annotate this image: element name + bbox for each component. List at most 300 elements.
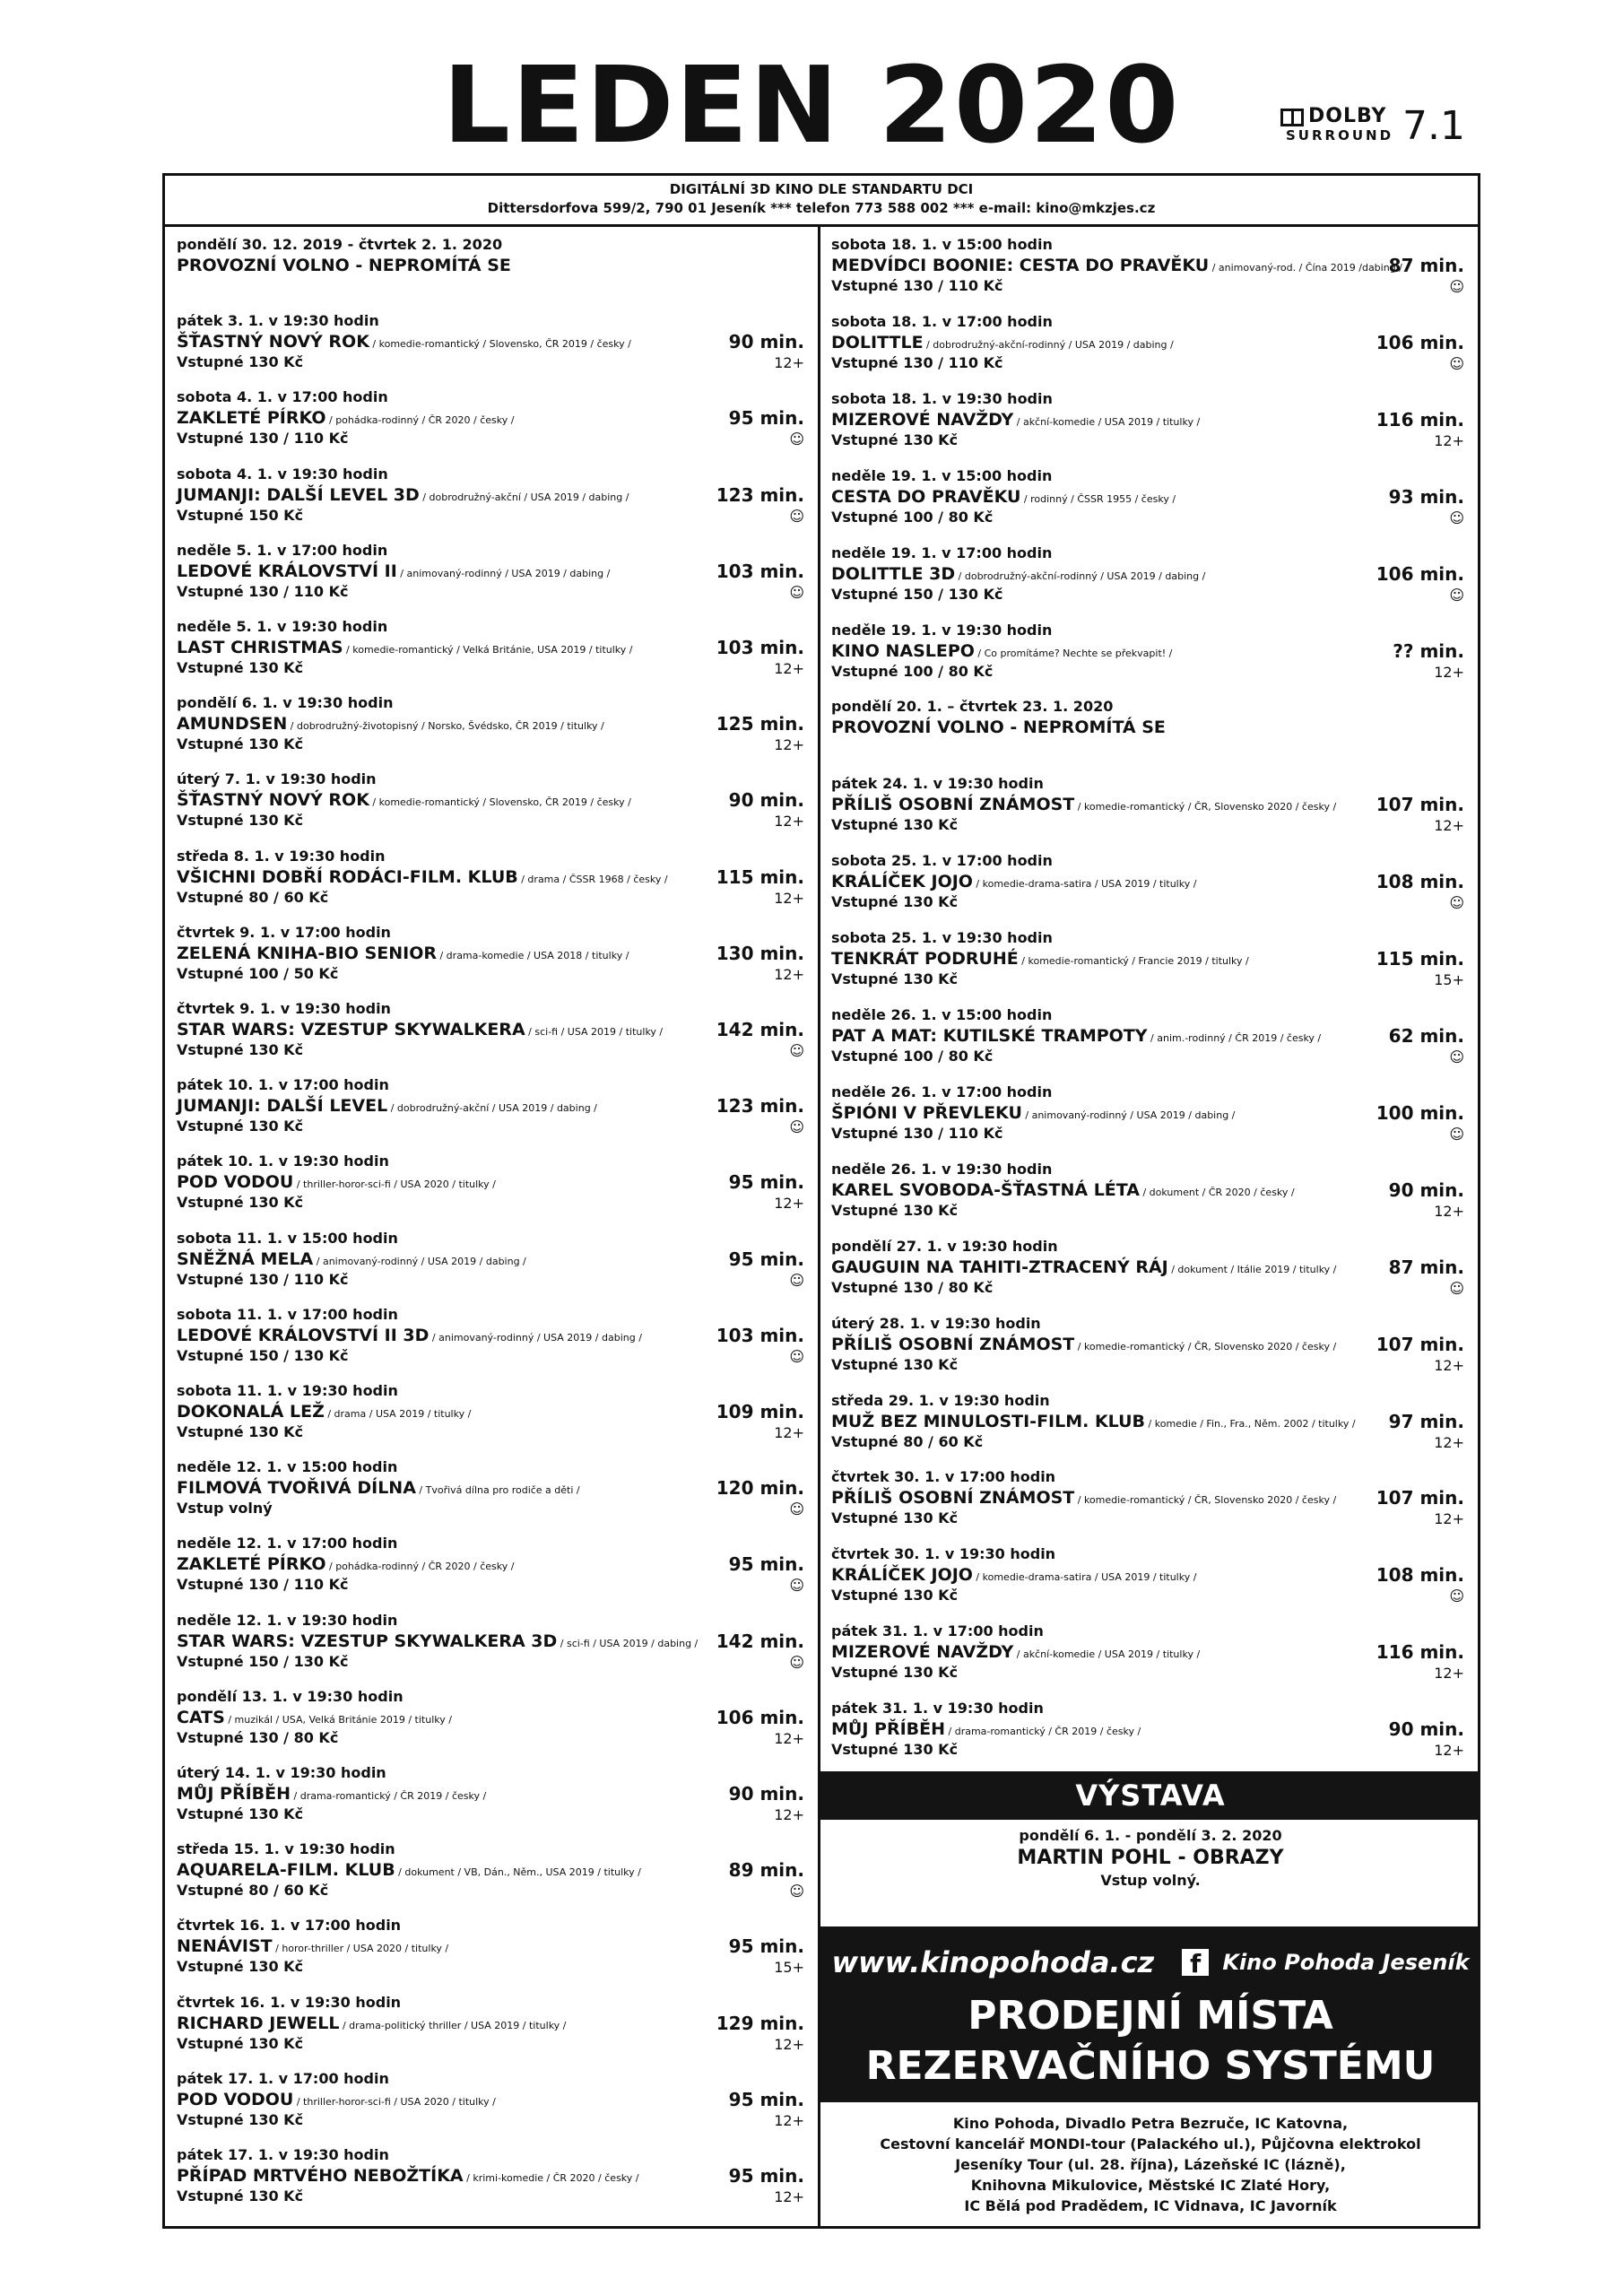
film-details: / sci-fi / USA 2019 / dabing /	[557, 1637, 699, 1649]
program-entry	[177, 2145, 804, 2219]
ticket-price: Vstupné 130 Kč	[177, 659, 304, 676]
age-rating: 12+	[774, 2035, 804, 2053]
film-title: PROVOZNÍ VOLNO - NEPROMÍTÁ SE	[177, 256, 511, 275]
film-duration: 125 min.	[716, 713, 804, 735]
ticket-price: Vstupné 130 Kč	[831, 1355, 959, 1373]
screening-date: pátek 24. 1. v 19:30 hodin	[831, 775, 1044, 793]
age-rating: 12+	[774, 354, 804, 372]
film-title: CESTA DO PRAVĚKU	[831, 486, 1021, 507]
ticket-price: Vstupné 130 Kč	[831, 1741, 959, 1759]
program-entry	[177, 847, 804, 920]
ticket-price: Vstupné 130 Kč	[831, 430, 959, 448]
film-details: / komedie-romantický / Slovensko, ČR 2019 / česky /	[369, 796, 631, 809]
age-rating: ☺	[1449, 894, 1464, 912]
film-title: PŘÍPAD MRTVÉHO NEBOŽTÍKA	[177, 2166, 464, 2186]
ticket-price: Vstupné 130 Kč	[831, 1509, 959, 1527]
film-duration: 107 min.	[1376, 1487, 1464, 1509]
film-title-line	[177, 1783, 679, 1807]
film-title-line	[831, 1102, 1333, 1126]
film-details: / krimi-komedie / ČR 2020 / česky /	[463, 2172, 639, 2184]
film-duration: 93 min.	[1388, 485, 1464, 508]
ticket-price: Vstupné 150 / 130 Kč	[831, 585, 1003, 603]
screening-date: sobota 25. 1. v 17:00 hodin	[831, 852, 1053, 870]
film-title: AMUNDSEN	[177, 714, 288, 735]
film-details: / dokument / ČR 2020 / česky /	[1139, 1186, 1295, 1198]
film-title: VŠICHNI DOBŘÍ RODÁCI-FILM. KLUB	[177, 866, 518, 887]
screening-date: pondělí 6. 1. v 19:30 hodin	[177, 694, 394, 712]
film-duration: 87 min.	[1388, 255, 1464, 276]
screening-date: neděle 26. 1. v 19:30 hodin	[831, 1160, 1053, 1178]
program-entry	[177, 1611, 804, 1684]
program-entry	[831, 1391, 1464, 1465]
program-entry	[177, 1993, 804, 2066]
age-rating: ☺	[789, 1118, 804, 1136]
age-rating: ☺	[789, 507, 804, 525]
film-details: / akční-komedie / USA 2019 / titulky /	[1013, 415, 1201, 428]
screening-date: pondělí 30. 12. 2019 - čtvrtek 2. 1. 2020	[177, 236, 503, 253]
film-title-line	[177, 1935, 679, 1960]
film-title: CATS	[177, 1707, 225, 1727]
ticket-price: Vstupné 80 / 60 Kč	[177, 1882, 329, 1900]
screening-date: pondělí 20. 1. – čtvrtek 23. 1. 2020	[831, 698, 1114, 716]
film-details: / komedie-romantický / ČR, Slovensko 2020 / česky /	[1074, 1494, 1337, 1507]
film-title-line	[831, 1641, 1333, 1665]
film-title: TENKRÁT PODRUHÉ	[831, 949, 1019, 970]
program-entry	[177, 1381, 804, 1455]
film-duration: 123 min.	[716, 483, 804, 506]
screening-date: pátek 10. 1. v 17:00 hodin	[177, 1076, 389, 1094]
film-duration: 106 min.	[716, 1706, 804, 1728]
screening-date: neděle 5. 1. v 19:30 hodin	[177, 618, 388, 635]
age-rating: 12+	[1434, 1742, 1464, 1760]
exhibition-info	[820, 1826, 1480, 1891]
screening-date: pátek 17. 1. v 19:30 hodin	[177, 2146, 389, 2163]
film-title-line	[177, 637, 679, 661]
film-duration: 103 min.	[716, 1324, 804, 1346]
ticket-price: Vstupné 130 Kč	[177, 1805, 304, 1822]
film-title: ZAKLETÉ PÍRKO	[177, 1554, 326, 1575]
dolby-icon	[1280, 109, 1304, 126]
film-duration: 116 min.	[1376, 1641, 1464, 1664]
program-entry	[177, 1763, 804, 1837]
film-details: / drama-politický thriller / USA 2019 / titulky /	[339, 2019, 567, 2031]
film-title-line	[177, 561, 679, 585]
sales-point: Kino Pohoda, Divadlo Petra Bezruče, IC Katovna,	[952, 2115, 1349, 2132]
age-rating: ☺	[1449, 1279, 1464, 1297]
film-title: LEDOVÉ KRÁLOVSTVÍ II	[177, 561, 397, 581]
film-duration: 108 min.	[1376, 871, 1464, 893]
screening-date: pátek 17. 1. v 17:00 hodin	[177, 2069, 389, 2087]
screening-date: čtvrtek 16. 1. v 17:00 hodin	[177, 1917, 402, 1935]
exhibition-banner: VÝSTAVA	[820, 1771, 1480, 1820]
film-title: STAR WARS: VZESTUP SKYWALKERA 3D	[177, 1631, 558, 1651]
film-details: / dobrodružný-životopisný / Norsko, Švédsko, ČR 2019 / titulky /	[287, 720, 604, 733]
film-details: / drama-romantický / ČR 2019 / česky /	[945, 1726, 1141, 1738]
program-entry	[177, 923, 804, 996]
facebook-page-name[interactable]: Kino Pohoda Jeseník	[1222, 1950, 1470, 1975]
film-title-line	[177, 1859, 679, 1883]
film-duration: 97 min.	[1388, 1410, 1464, 1432]
film-duration: 90 min.	[1388, 1718, 1464, 1741]
film-duration: 87 min.	[1388, 1256, 1464, 1278]
film-title: PŘÍLIŠ OSOBNÍ ZNÁMOST	[831, 795, 1075, 815]
film-title: NENÁVIST	[177, 1936, 273, 1957]
film-title-line	[831, 1334, 1337, 1358]
program-entry	[831, 1237, 1464, 1310]
age-rating: ☺	[1449, 586, 1464, 604]
ticket-price: Vstupné 100 / 80 Kč	[831, 508, 994, 526]
film-duration: 95 min.	[728, 407, 804, 430]
film-duration: 106 min.	[1376, 562, 1464, 585]
ticket-price: Vstupné 130 Kč	[177, 1194, 304, 1212]
film-title-line	[831, 1025, 1333, 1049]
program-entry	[831, 928, 1464, 1002]
program-entry	[177, 465, 804, 538]
film-title-line	[177, 484, 679, 509]
screening-date: neděle 12. 1. v 15:00 hodin	[177, 1458, 398, 1476]
film-duration: 95 min.	[728, 1553, 804, 1576]
age-rating: ☺	[1449, 278, 1464, 295]
screening-date: pátek 31. 1. v 17:00 hodin	[831, 1622, 1044, 1640]
film-title-line	[177, 1095, 679, 1119]
film-title: ZELENÁ KNIHA-BIO SENIOR	[177, 943, 437, 963]
film-title-line	[177, 331, 679, 355]
screening-date: neděle 5. 1. v 17:00 hodin	[177, 541, 388, 559]
dolby-logo	[1280, 103, 1465, 149]
film-details: / Co promítáme? Nechte se překvapit! /	[974, 647, 1173, 659]
ticket-price: Vstupné 130 Kč	[831, 1201, 959, 1219]
program-entry	[831, 1699, 1464, 1772]
program-entry	[177, 1075, 804, 1149]
film-title-line	[177, 1171, 679, 1196]
screening-date: sobota 11. 1. v 17:00 hodin	[177, 1305, 398, 1323]
film-details: / animovaný-rodinný / USA 2019 / dabing /	[396, 567, 611, 579]
ticket-price: Vstupné 130 Kč	[177, 2187, 304, 2205]
film-title-line	[177, 866, 679, 891]
film-duration: 106 min.	[1376, 331, 1464, 353]
ticket-price: Vstupné 130 Kč	[831, 1664, 959, 1682]
ticket-price: Vstupné 130 / 110 Kč	[831, 277, 1003, 294]
film-title-line	[177, 713, 679, 737]
film-details: / dobrodružný-akční-rodinný / USA 2019 / dabing /	[955, 570, 1206, 582]
program-entry	[177, 693, 804, 767]
ticket-price: Vstupné 130 Kč	[831, 970, 959, 988]
film-details: / animovaný-rodinný / USA 2019 / dabing /	[313, 1255, 526, 1267]
sales-point: Knihovna Mikulovice, Městské IC Zlaté Hory,	[970, 2177, 1331, 2194]
film-title: PŘÍLIŠ OSOBNÍ ZNÁMOST	[831, 1334, 1075, 1354]
program-entry	[177, 770, 804, 843]
film-details: / dobrodružný-akční / USA 2019 / dabing /	[419, 491, 629, 503]
age-rating: 12+	[774, 1195, 804, 1213]
age-rating: 15+	[774, 1959, 804, 1977]
film-duration: 90 min.	[728, 1783, 804, 1805]
program-entry	[177, 1457, 804, 1531]
program-entry	[831, 544, 1464, 617]
program-entry	[177, 1534, 804, 1607]
film-duration: 95 min.	[728, 1171, 804, 1194]
screening-date: pátek 10. 1. v 19:30 hodin	[177, 1152, 389, 1170]
ticket-price: Vstup volný	[177, 1500, 273, 1518]
film-title-line	[831, 486, 1333, 510]
film-duration: 123 min.	[716, 1095, 804, 1118]
film-details: / komedie / Fin., Fra., Něm. 2002 / titulky /	[1145, 1417, 1356, 1430]
ticket-price: Vstupné 130 / 80 Kč	[177, 1728, 339, 1746]
age-rating: ☺	[789, 1271, 804, 1289]
program-entry	[177, 387, 804, 461]
film-details: / pohádka-rodinný / ČR 2020 / česky /	[325, 414, 515, 427]
screening-date: neděle 26. 1. v 15:00 hodin	[831, 1006, 1053, 1023]
film-title: ZAKLETÉ PÍRKO	[177, 408, 326, 429]
dolby-word: DOLBY	[1308, 105, 1387, 127]
dolby-channels: 7.1	[1402, 103, 1465, 149]
ticket-price: Vstupné 130 Kč	[831, 893, 959, 911]
ticket-price: Vstupné 80 / 60 Kč	[831, 1432, 984, 1450]
film-title-line	[831, 717, 1333, 741]
film-details: / dokument / Itálie 2019 / titulky /	[1167, 1263, 1337, 1275]
film-title-line	[831, 1718, 1333, 1743]
film-duration: 115 min.	[1376, 948, 1464, 970]
age-rating: 12+	[1434, 663, 1464, 681]
screening-date: středa 29. 1. v 19:30 hodin	[831, 1391, 1050, 1409]
age-rating: 15+	[1434, 971, 1464, 989]
program-entry	[177, 1839, 804, 1913]
film-title-line	[177, 789, 679, 813]
page-title: LEDEN 2020	[442, 43, 1181, 167]
screening-date: neděle 19. 1. v 15:00 hodin	[831, 466, 1053, 484]
film-details: / drama / USA 2019 / titulky /	[324, 1408, 472, 1420]
film-title-line	[177, 2013, 679, 2037]
program-entry	[177, 1687, 804, 1761]
program-entry	[177, 1916, 804, 1989]
film-title-line	[831, 1257, 1337, 1281]
program-entry	[831, 1467, 1464, 1541]
age-rating: 12+	[1434, 431, 1464, 449]
age-rating: 12+	[1434, 1510, 1464, 1528]
screening-date: středa 8. 1. v 19:30 hodin	[177, 847, 386, 865]
screening-date: sobota 4. 1. v 17:00 hodin	[177, 388, 388, 406]
program-entry	[831, 1083, 1464, 1156]
age-rating: 12+	[774, 889, 804, 907]
film-title: PAT A MAT: KUTILSKÉ TRAMPOTY	[831, 1026, 1148, 1046]
cinema-info-line2: Dittersdorfova 599/2, 790 01 Jeseník *** telefon 773 588 002 *** e-mail: kino@mkzjes.cz	[487, 200, 1156, 216]
screening-date: sobota 18. 1. v 17:00 hodin	[831, 312, 1053, 330]
film-details: / drama-komedie / USA 2018 / titulky /	[436, 949, 629, 961]
program-entry	[831, 235, 1464, 309]
screening-date: čtvrtek 9. 1. v 17:00 hodin	[177, 923, 391, 941]
age-rating: 12+	[774, 2188, 804, 2205]
film-title-line	[177, 1477, 679, 1501]
film-title-line	[177, 1631, 699, 1655]
screening-date: čtvrtek 30. 1. v 19:30 hodin	[831, 1545, 1056, 1563]
film-duration: 129 min.	[716, 2012, 804, 2034]
sales-point: IC Bělá pod Pradědem, IC Vidnava, IC Javorník	[964, 2197, 1337, 2214]
age-rating: 12+	[1434, 1356, 1464, 1374]
website-link[interactable]: www.kinopohoda.cz	[831, 1945, 1155, 1979]
ticket-price: Vstupné 130 / 80 Kč	[831, 1278, 994, 1296]
screening-date: neděle 19. 1. v 17:00 hodin	[831, 544, 1053, 561]
age-rating: ☺	[789, 583, 804, 601]
film-duration: 109 min.	[716, 1401, 804, 1422]
film-duration: 100 min.	[1376, 1101, 1464, 1124]
program-entry	[177, 1305, 804, 1378]
film-title-line	[177, 2165, 679, 2189]
program-entry	[831, 1160, 1464, 1233]
film-duration: 142 min.	[716, 1019, 804, 1040]
age-rating: ☺	[1449, 1587, 1464, 1605]
film-details: / pohádka-rodinný / ČR 2020 / česky /	[325, 1561, 515, 1573]
film-title-line	[831, 1564, 1333, 1588]
ticket-price: Vstupné 150 / 130 Kč	[177, 1346, 349, 1364]
film-title: PŘÍLIŠ OSOBNÍ ZNÁMOST	[831, 1488, 1075, 1509]
ticket-price: Vstupné 130 / 110 Kč	[177, 1576, 349, 1594]
screening-date: sobota 4. 1. v 19:30 hodin	[177, 465, 388, 483]
ticket-price: Vstupné 150 Kč	[177, 506, 304, 524]
age-rating: ☺	[789, 430, 804, 448]
ticket-price: Vstupné 130 / 110 Kč	[177, 430, 349, 448]
screening-date: neděle 19. 1. v 19:30 hodin	[831, 621, 1053, 639]
screening-date: středa 15. 1. v 19:30 hodin	[177, 1840, 395, 1858]
age-rating: ☺	[1449, 1048, 1464, 1065]
film-title: STAR WARS: VZESTUP SKYWALKERA	[177, 1020, 525, 1039]
film-title-line	[177, 1325, 679, 1349]
film-details: / komedie-romantický / ČR, Slovensko 2020 / česky /	[1074, 801, 1337, 813]
screening-date: čtvrtek 16. 1. v 19:30 hodin	[177, 1993, 402, 2011]
film-details: / dokument / VB, Dán., Něm., USA 2019 / titulky /	[395, 1866, 641, 1879]
promo-box	[820, 1926, 1480, 2102]
film-details: / thriller-horor-sci-fi / USA 2020 / titulky /	[293, 2095, 496, 2108]
sales-points-list	[820, 2113, 1480, 2216]
film-details: / muzikál / USA, Velká Británie 2019 / titulky /	[224, 1713, 452, 1726]
film-details: / thriller-horor-sci-fi / USA 2020 / titulky /	[293, 1178, 496, 1191]
film-duration: 120 min.	[716, 1477, 804, 1500]
program-entry	[831, 1005, 1464, 1079]
film-title-line	[177, 2089, 679, 2113]
program-entry	[177, 311, 804, 385]
film-title: MŮJ PŘÍBĚH	[831, 1719, 946, 1740]
program-entry	[177, 235, 804, 309]
screening-date: úterý 7. 1. v 19:30 hodin	[177, 770, 377, 788]
film-details: / komedie-drama-satira / USA 2019 / titulky /	[972, 878, 1197, 891]
promo-web-row	[820, 1943, 1480, 1982]
screening-date: neděle 26. 1. v 17:00 hodin	[831, 1083, 1053, 1100]
cinema-info	[162, 173, 1480, 227]
program-entry	[177, 1229, 804, 1302]
film-title-line	[831, 948, 1333, 972]
film-details: / anim.-rodinný / ČR 2019 / česky /	[1147, 1032, 1322, 1044]
ticket-price: Vstupné 130 / 110 Kč	[831, 353, 1003, 371]
film-duration: 130 min.	[716, 942, 804, 964]
film-duration: 107 min.	[1376, 1333, 1464, 1355]
ticket-price: Vstupné 100 / 50 Kč	[177, 964, 339, 982]
screening-date: pátek 31. 1. v 19:30 hodin	[831, 1700, 1044, 1718]
film-duration: 89 min.	[728, 1859, 804, 1882]
film-title: ŠPIÓNI V PŘEVLEKU	[831, 1102, 1022, 1123]
film-title: MIZEROVÉ NAVŽDY	[831, 409, 1014, 430]
program-entry	[831, 389, 1464, 463]
ticket-price: Vstupné 100 / 80 Kč	[831, 662, 994, 680]
exhibition-entry: Vstup volný.	[1100, 1872, 1201, 1889]
film-title-line	[831, 332, 1333, 356]
film-title: AQUARELA-FILM. KLUB	[177, 1860, 395, 1881]
ticket-price: Vstupné 130 Kč	[831, 1587, 959, 1605]
film-duration: 103 min.	[716, 637, 804, 658]
age-rating: ☺	[789, 1577, 804, 1595]
exhibition-dates: pondělí 6. 1. - pondělí 3. 2. 2020	[1019, 1827, 1282, 1844]
age-rating: 12+	[774, 2111, 804, 2129]
ticket-price: Vstupné 130 Kč	[177, 735, 304, 753]
film-details: / dobrodružný-akční / USA 2019 / dabing /	[387, 1102, 597, 1115]
film-details: / animovaný-rod. / Čína 2019 /dabing /	[1209, 262, 1402, 274]
film-duration: 108 min.	[1376, 1564, 1464, 1587]
age-rating: 12+	[774, 736, 804, 754]
program-entry	[831, 621, 1464, 694]
age-rating: 12+	[774, 660, 804, 677]
film-title: FILMOVÁ TVOŘIVÁ DÍLNA	[177, 1478, 416, 1499]
screening-date: pátek 3. 1. v 19:30 hodin	[177, 312, 379, 330]
ticket-price: Vstupné 130 Kč	[177, 1041, 304, 1058]
film-title-line	[177, 407, 679, 431]
screening-date: úterý 28. 1. v 19:30 hodin	[831, 1314, 1041, 1332]
film-title-line	[177, 1707, 679, 1731]
age-rating: ☺	[789, 1653, 804, 1671]
program-entry	[831, 697, 1464, 770]
film-duration: 90 min.	[728, 789, 804, 812]
film-details: / akční-komedie / USA 2019 / titulky /	[1013, 1648, 1201, 1661]
film-details: / drama-romantický / ČR 2019 / česky /	[291, 1790, 487, 1802]
film-title: KRÁLÍČEK JOJO	[831, 872, 973, 892]
age-rating: ☺	[1449, 1125, 1464, 1143]
film-title: POD VODOU	[177, 1172, 294, 1193]
film-details: / komedie-romantický / ČR, Slovensko 2020 / česky /	[1074, 1340, 1337, 1352]
ticket-price: Vstupné 130 Kč	[177, 1958, 304, 1976]
film-duration: 62 min.	[1388, 1025, 1464, 1047]
film-title: KRÁLÍČEK JOJO	[831, 1565, 973, 1586]
film-title-line	[831, 871, 1333, 895]
program-entry	[831, 466, 1464, 540]
film-title: SNĚŽNÁ MELA	[177, 1248, 314, 1269]
facebook-icon: f	[1182, 1949, 1209, 1976]
ticket-price: Vstupné 130 Kč	[831, 816, 959, 834]
film-duration: 95 min.	[728, 1248, 804, 1270]
film-duration: 95 min.	[728, 1935, 804, 1958]
age-rating: ☺	[789, 1042, 804, 1059]
film-duration: 116 min.	[1376, 408, 1464, 430]
ticket-price: Vstupné 130 Kč	[177, 1423, 304, 1440]
ticket-price: Vstupné 130 Kč	[177, 1118, 304, 1135]
film-title: KAREL SVOBODA-ŠŤASTNÁ LÉTA	[831, 1179, 1140, 1200]
screening-date: pondělí 27. 1. v 19:30 hodin	[831, 1237, 1058, 1255]
age-rating: 12+	[1434, 817, 1464, 835]
film-title-line	[177, 943, 679, 967]
sales-point: Jeseníky Tour (ul. 28. října), Lázeňské IC (lázně),	[955, 2156, 1346, 2173]
film-title-line	[177, 255, 679, 279]
film-details: / komedie-drama-satira / USA 2019 / titulky /	[972, 1571, 1197, 1584]
film-title: RICHARD JEWELL	[177, 2013, 340, 2033]
film-title: DOKONALÁ LEŽ	[177, 1402, 325, 1422]
film-title-line	[831, 409, 1333, 433]
age-rating: ☺	[789, 1883, 804, 1900]
film-title: LEDOVÉ KRÁLOVSTVÍ II 3D	[177, 1325, 430, 1345]
film-title: PROVOZNÍ VOLNO - NEPROMÍTÁ SE	[831, 718, 1166, 738]
program-entry	[177, 2069, 804, 2143]
film-title-line	[831, 1487, 1337, 1511]
film-details: / komedie-romantický / Francie 2019 / titulky /	[1018, 955, 1249, 968]
screening-date: čtvrtek 9. 1. v 19:30 hodin	[177, 1000, 391, 1017]
film-title: GAUGUIN NA TAHITI-ZTRACENÝ RÁJ	[831, 1257, 1168, 1277]
film-duration: 95 min.	[728, 2088, 804, 2110]
ticket-price: Vstupné 130 Kč	[177, 2034, 304, 2052]
program-entry	[177, 1152, 804, 1225]
